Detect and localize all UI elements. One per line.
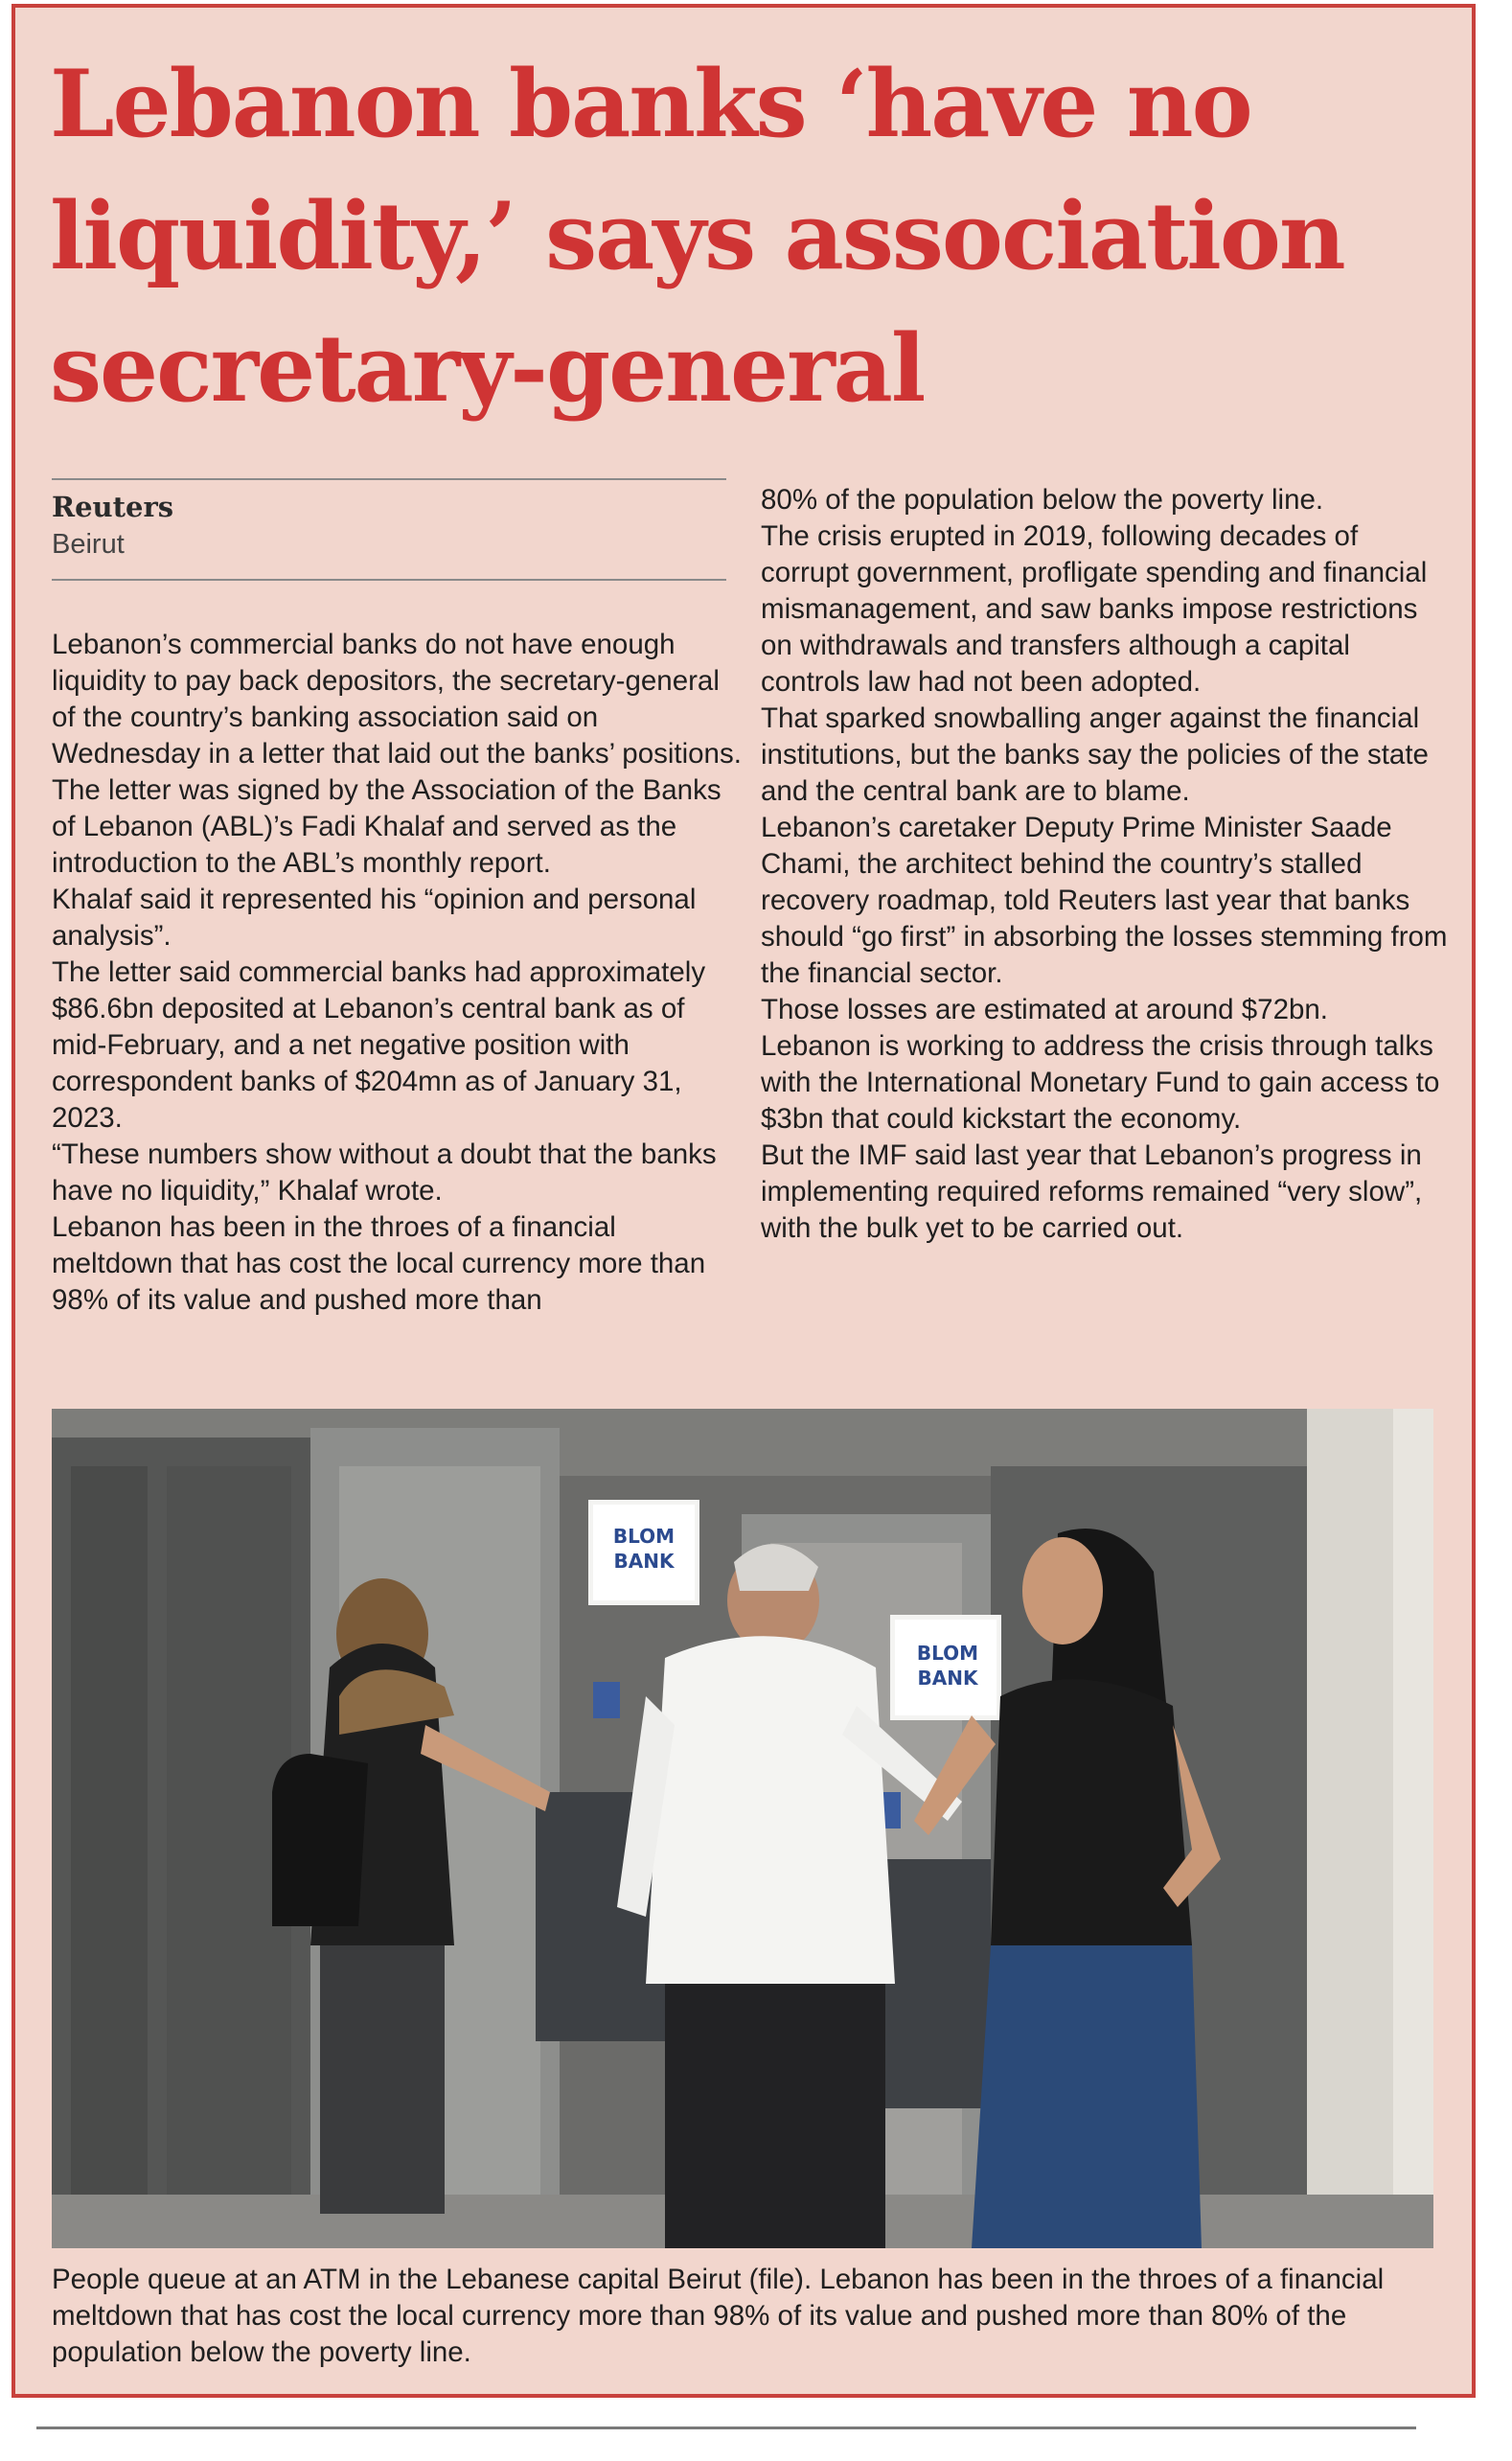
byline-location: Beirut (52, 529, 125, 560)
sign-text: BANK (917, 1667, 978, 1690)
sign-text: BANK (613, 1550, 675, 1573)
atm-photo (52, 1409, 1433, 2248)
paragraph: Lebanon’s caretaker Deputy Prime Minister Saade Chami, the architect behind the country’s stalled recovery roadmap, told Reuters last year that banks should “go first” in absorbing the losses stemming from the financial sector. (761, 812, 1448, 989)
photo-caption: People queue at an ATM in the Lebanese capital Beirut (file). Lebanon has been in the throes of a financial meltdown that has cost the local currency more than 98% of its value and pushed more than 80% of the population below the poverty line. (52, 2264, 1385, 2368)
atm-photo-illustration (52, 1409, 1433, 2248)
paragraph: But the IMF said last year that Lebanon’s progress in implementing required reforms remained “very slow”, with the bulk yet to be carried out. (761, 1139, 1423, 1244)
byline-bottom-rule (52, 579, 726, 581)
sign-text: BLOM (612, 1525, 676, 1548)
paragraph: The letter was signed by the Association of the Banks of Lebanon (ABL)’s Fadi Khalaf and served as the introduction to the ABL’s monthly report. (52, 774, 722, 879)
byline-top-rule (52, 478, 726, 480)
paragraph: Lebanon has been in the throes of a financial meltdown that has cost the local currency more than 98% of its value and pushed more than (52, 1211, 706, 1316)
paragraph: Lebanon’s commercial banks do not have enough liquidity to pay back depositors, the secretary-general of the country’s banking association said on Wednesday in a letter that laid out the banks’ positions. (52, 629, 742, 770)
paragraph: “These numbers show without a doubt that the banks have no liquidity,” Khalaf wrote. (52, 1138, 717, 1207)
paragraph: That sparked snowballing anger against the financial institutions, but the banks say the policies of the state and the central bank are to blame. (761, 702, 1429, 807)
article-body-right-column (761, 482, 1451, 1247)
paragraph: Khalaf said it represented his “opinion and personal analysis”. (52, 884, 697, 952)
article-body-left-column (52, 627, 742, 1319)
paragraph: 80% of the population below the poverty line. (761, 484, 1324, 516)
paragraph: Those losses are estimated at around $72bn. (761, 994, 1329, 1025)
paragraph: The letter said commercial banks had approximately $86.6bn deposited at Lebanon’s central bank as of mid-February, and a net negative position with correspondent banks of $204mn as of January 31, 2023. (52, 956, 706, 1134)
headline: Lebanon banks ‘have no liquidity,’ says association secretary-general (50, 50, 1344, 423)
paragraph: The crisis erupted in 2019, following decades of corrupt government, profligate spending and financial mismanagement, and saw banks impose restrictions on withdrawals and transfers although a capital controls law had not been adopted. (761, 520, 1428, 698)
paragraph: Lebanon is working to address the crisis through talks with the International Monetary Fund to gain access to $3bn that could kickstart the economy. (761, 1030, 1440, 1135)
sign-text: BLOM (916, 1642, 979, 1665)
byline-source: Reuters (52, 491, 174, 523)
bottom-rule (36, 2426, 1416, 2429)
